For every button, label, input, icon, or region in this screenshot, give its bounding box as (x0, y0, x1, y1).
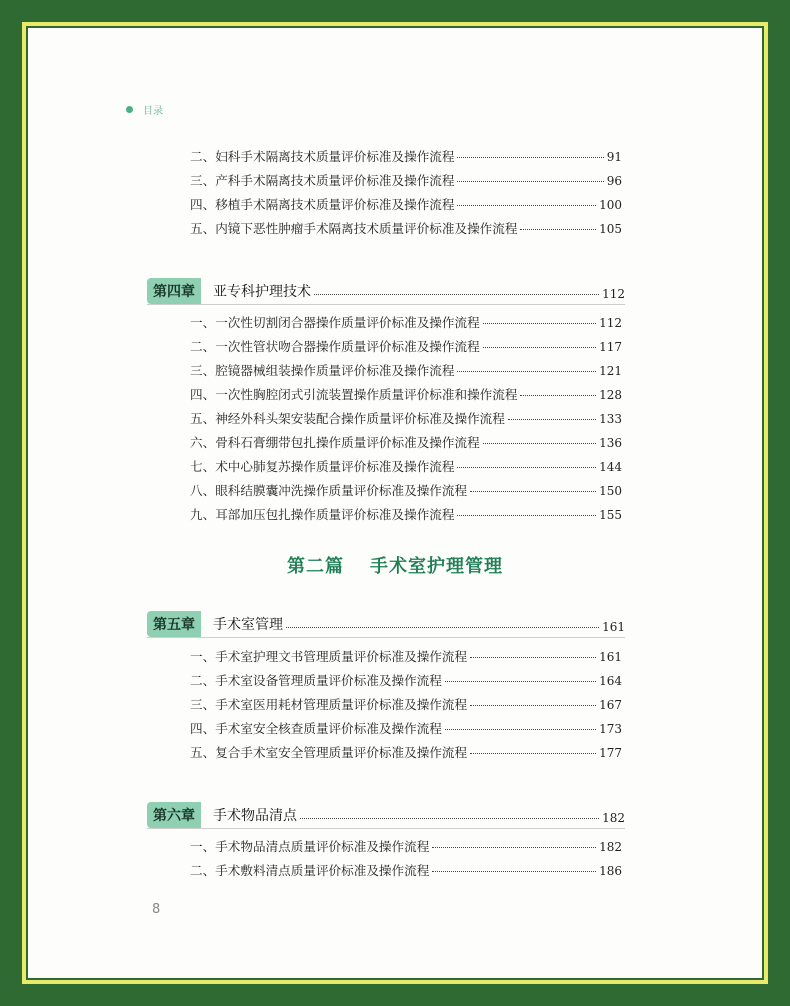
toc-entry[interactable] (190, 504, 622, 522)
toc-entry[interactable] (190, 432, 622, 450)
chapter-badge: 第四章 (147, 278, 201, 304)
leader-dots (483, 442, 596, 444)
toc-entry-label: 三、腔镜器械组装操作质量评价标准及操作流程 (190, 363, 455, 378)
toc-entry-page: 96 (606, 174, 622, 188)
chapter-badge: 第五章 (147, 611, 201, 637)
toc-entry-page: 182 (599, 840, 622, 854)
toc-entry[interactable] (190, 742, 622, 760)
toc-entry-page: 128 (599, 388, 622, 402)
chapter-heading[interactable] (147, 802, 625, 828)
toc-entry-label: 二、手术敷料清点质量评价标准及操作流程 (190, 863, 430, 878)
toc-entry-label: 二、手术室设备管理质量评价标准及操作流程 (190, 673, 442, 688)
leader-dots (445, 728, 596, 730)
leader-dots (457, 180, 603, 182)
toc-entry-label: 三、手术室医用耗材管理质量评价标准及操作流程 (190, 697, 468, 712)
leader-dots (457, 514, 596, 516)
toc-entry-page: 117 (599, 340, 622, 354)
toc-entry[interactable] (190, 860, 622, 878)
toc-entry-label: 二、一次性管状吻合器操作质量评价标准及操作流程 (190, 339, 480, 354)
toc-entry[interactable] (190, 170, 622, 188)
chapter-title: 手术室管理 (213, 617, 283, 633)
leader-dots (520, 228, 596, 230)
toc-entry-page: 186 (599, 864, 622, 878)
chapter-rule (147, 637, 625, 638)
toc-entry[interactable] (190, 456, 622, 474)
part-heading[interactable] (0, 552, 790, 578)
toc-entry-page: 161 (599, 650, 622, 664)
toc-entry-page: 136 (599, 436, 622, 450)
leader-dots (457, 156, 603, 158)
leader-dots (483, 346, 596, 348)
toc-entry-label: 七、术中心肺复苏操作质量评价标准及操作流程 (190, 459, 455, 474)
chapter-heading[interactable] (147, 611, 625, 637)
toc-entry[interactable] (190, 384, 622, 402)
toc-entry[interactable] (190, 360, 622, 378)
toc-entry-page: 164 (599, 674, 622, 688)
toc-entry[interactable] (190, 836, 622, 854)
chapter-badge: 第六章 (147, 802, 201, 828)
toc-entry-page: 150 (599, 484, 622, 498)
leader-dots (432, 846, 596, 848)
leader-dots (520, 394, 596, 396)
toc-entry-page: 112 (599, 316, 622, 330)
toc-entry-page: 91 (606, 150, 622, 164)
toc-entry[interactable] (190, 480, 622, 498)
toc-entry-label: 二、妇科手术隔离技术质量评价标准及操作流程 (190, 149, 455, 164)
leader-dots (457, 204, 596, 206)
chapter-rule (147, 828, 625, 829)
leader-dots (483, 322, 596, 324)
toc-entry[interactable] (190, 336, 622, 354)
toc-entry-page: 133 (599, 412, 622, 426)
toc-entry-page: 144 (599, 460, 622, 474)
leader-dots (445, 680, 596, 682)
toc-entry-label: 四、手术室安全核查质量评价标准及操作流程 (190, 721, 442, 736)
toc-entry-page: 173 (599, 722, 622, 736)
toc-entry-label: 五、神经外科头架安装配合操作质量评价标准及操作流程 (190, 411, 505, 426)
toc-entry-page: 100 (599, 198, 622, 212)
chapter-page: 112 (602, 287, 625, 301)
toc-entry-page: 121 (599, 364, 622, 378)
toc-entry-label: 三、产科手术隔离技术质量评价标准及操作流程 (190, 173, 455, 188)
toc-entry[interactable] (190, 218, 622, 236)
toc-entry-page: 177 (599, 746, 622, 760)
part-title: 手术室护理管理 (370, 556, 503, 577)
chapter-page: 182 (602, 811, 625, 825)
leader-dots (286, 626, 599, 628)
toc-entry-page: 105 (599, 222, 622, 236)
leader-dots (314, 293, 599, 295)
part-number: 第二篇 (287, 556, 344, 577)
chapter-heading[interactable] (147, 278, 625, 304)
chapter-rule (147, 304, 625, 305)
toc-entry[interactable] (190, 718, 622, 736)
leader-dots (508, 418, 596, 420)
leader-dots (470, 656, 596, 658)
leader-dots (432, 870, 596, 872)
toc-entry-label: 四、一次性胸腔闭式引流装置操作质量评价标准和操作流程 (190, 387, 518, 402)
toc-entry[interactable] (190, 194, 622, 212)
page-number: 8 (152, 902, 161, 917)
chapter-title: 手术物品清点 (213, 808, 297, 824)
chapter-page: 161 (602, 620, 625, 634)
toc-entry-label: 五、内镜下恶性肿瘤手术隔离技术质量评价标准及操作流程 (190, 221, 518, 236)
toc-entry-label: 一、手术室护理文书管理质量评价标准及操作流程 (190, 649, 468, 664)
toc-entry-page: 155 (599, 508, 622, 522)
header-text: 目录 (143, 106, 163, 117)
running-header (126, 102, 163, 117)
toc-entry[interactable] (190, 408, 622, 426)
toc-entry[interactable] (190, 646, 622, 664)
chapter-title: 亚专科护理技术 (213, 284, 311, 300)
toc-entry-label: 五、复合手术室安全管理质量评价标准及操作流程 (190, 745, 468, 760)
toc-entry-page: 167 (599, 698, 622, 712)
toc-entry-label: 八、眼科结膜囊冲洗操作质量评价标准及操作流程 (190, 483, 468, 498)
leader-dots (457, 466, 596, 468)
leader-dots (470, 752, 596, 754)
toc-entry-label: 四、移植手术隔离技术质量评价标准及操作流程 (190, 197, 455, 212)
toc-entry-label: 一、手术物品清点质量评价标准及操作流程 (190, 839, 430, 854)
toc-entry-label: 六、骨科石膏绷带包扎操作质量评价标准及操作流程 (190, 435, 480, 450)
toc-entry[interactable] (190, 146, 622, 164)
toc-entry[interactable] (190, 694, 622, 712)
toc-entry-label: 九、耳部加压包扎操作质量评价标准及操作流程 (190, 507, 455, 522)
toc-entry[interactable] (190, 312, 622, 330)
leader-dots (470, 704, 596, 706)
header-dot-icon (126, 106, 133, 113)
toc-entry-label: 一、一次性切割闭合器操作质量评价标准及操作流程 (190, 315, 480, 330)
toc-entry[interactable] (190, 670, 622, 688)
leader-dots (470, 490, 596, 492)
leader-dots (300, 817, 599, 819)
leader-dots (457, 370, 596, 372)
